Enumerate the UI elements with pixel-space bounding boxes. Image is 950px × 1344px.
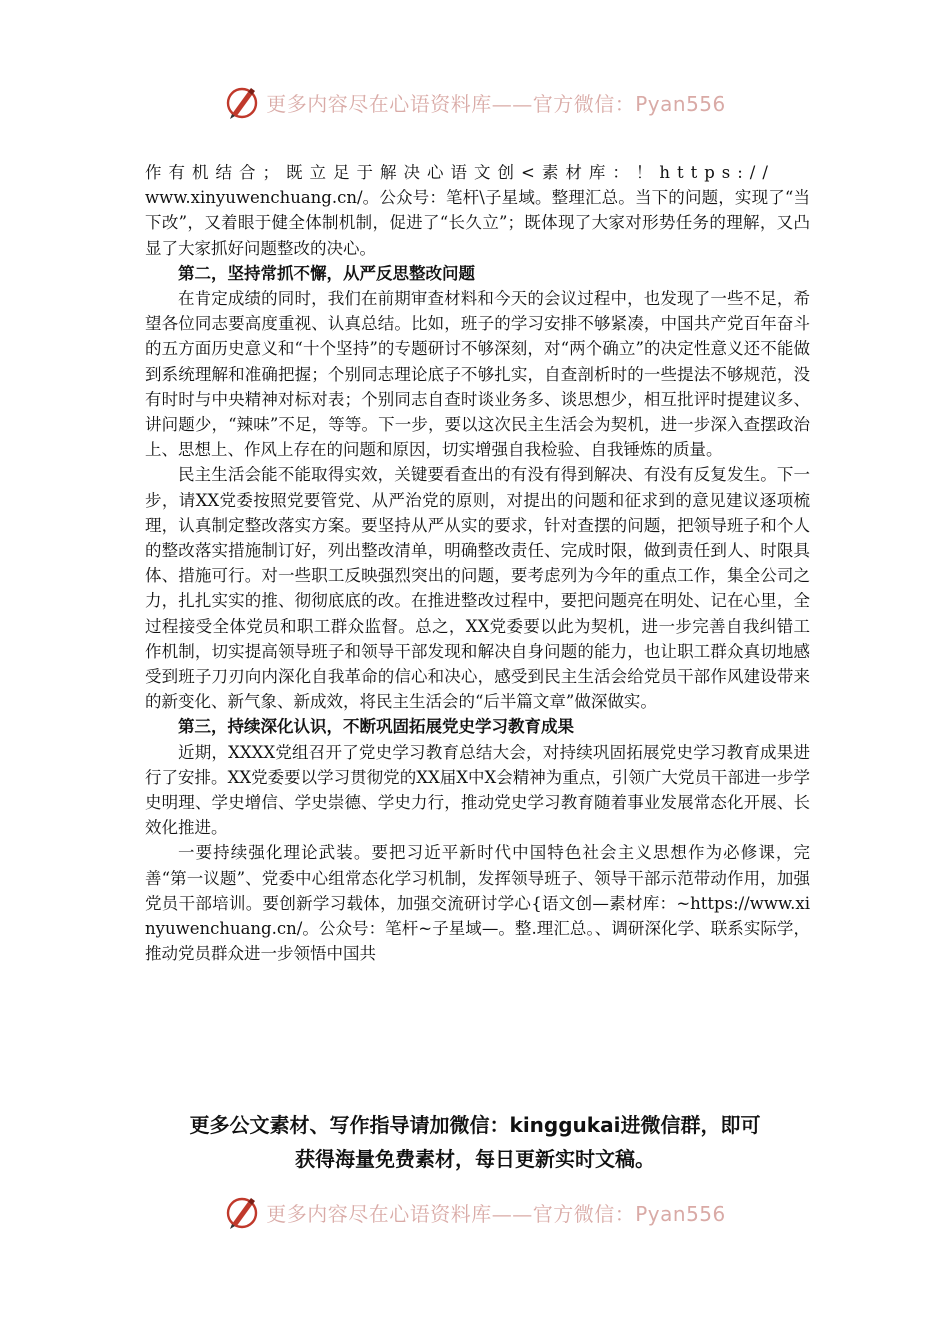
pen-logo-icon bbox=[224, 84, 260, 120]
banner-wechat-id: Pyan556 bbox=[635, 91, 726, 116]
header-banner bbox=[0, 80, 950, 124]
paragraph-2: 在肯定成绩的同时，我们在前期审查材料和今天的会议过程中，也发现了一些不足，希望各位同志要高度重视、认真总结。比如，班子的学习安排不够紧凑，中国共产党百年奋斗的五方面历史意义和“十个坚持”的专题研讨不够深刻，对“两个确立”的决定性意义还不能做到系统理解和准确把握；个别同志理论底子不够扎实，自查剖析时的一些提法不够规范，没有时时与中央精神对标对表；个别同志自查时谈业务多、谈思想少，相互批评时提建议多、讲问题少，“辣味”不足，等等。下一步，要以这次民主生活会为契机，进一步深入查摆政治上、思想上、作风上存在的问题和原因，切实增强自我检验、自我锤炼的质量。 bbox=[145, 289, 810, 460]
promo-notice bbox=[0, 1108, 950, 1176]
paragraph-3: 民主生活会能不能取得实效，关键要看查出的有没有得到解决、有没有反复发生。下一步，请XX党委按照党要管党、从严治党的原则，对提出的问题和征求到的意见建议逐项梳理，认真制定整改落实方案。要坚持从严从实的要求，针对查摆的问题，把领导班子和个人的整改落实措施制订好，列出整改清单，明确整改责任、完成时限，做到责任到人、时限具体、措施可行。对一些职工反映强烈突出的问题，要考虑列为今年的重点工作，集全公司之力，扎扎实实的推、彻彻底底的改。在推进整改过程中，要把问题亮在明处、记在心里，全过程接受全体党员和职工群众监督。总之，XX党委要以此为契机，进一步完善自我纠错工作机制，切实提高领导班子和领导干部发现和解决自身问题的能力，也让职工群众真切地感受到班子刀刃向内深化自我革命的信心和决心，感受到民主生活会给党员干部作风建设带来的新变化、新气象、新成效，将民主生活会的“后半篇文章”做深做实。 bbox=[145, 465, 810, 712]
banner-wechat-id: Pyan556 bbox=[635, 1201, 726, 1226]
footer-banner bbox=[0, 1190, 950, 1234]
section-heading-3: 第三，持续深化认识，不断巩固拓展党史学习教育成果 bbox=[178, 717, 574, 737]
banner-label: 更多内容尽在心语资料库——官方微信：Pyan556 bbox=[266, 91, 726, 116]
promo-line-1: 更多公文素材、写作指导请加微信：kinggukai进微信群，即可 bbox=[189, 1113, 761, 1137]
paragraph-5: 一要持续强化理论武装。要把习近平新时代中国特色社会主义思想作为必修课，完善“第一议题”、党委中心组常态化学习机制，发挥领导班子、领导干部示范带动作用，加强党员干部培训。要创新学习载体，加强交流研讨学心{语文创—素材库：~https://www.xinyuwenchuang.cn/。公众号：笔杆~子星域—。整.理汇总。、调研深化学、联系实际学，推动党员群众进一步领悟中国共 bbox=[145, 843, 810, 964]
paragraph-4: 近期，XXXX党组召开了党史学习教育总结大会，对持续巩固拓展党史学习教育成果进行了安排。XX党委要以学习贯彻党的XX届X中X会精神为重点，引领广大党员干部进一步学史明理、学史增信、学史崇德、学史力行，推动党史学习教育随着事业发展常态化开展、长效化推进。 bbox=[145, 742, 810, 838]
pen-logo-icon bbox=[224, 1194, 260, 1230]
section-heading-2: 第二，坚持常抓不懈，从严反思整改问题 bbox=[178, 263, 475, 283]
banner-label: 更多内容尽在心语资料库——官方微信：Pyan556 bbox=[266, 1201, 726, 1226]
paragraph-1-line-1: 作有机结合；既立足于解决心语文创<素材库：！https:// bbox=[145, 163, 775, 182]
promo-line-2: 获得海量免费素材，每日更新实时文稿。 bbox=[295, 1147, 655, 1171]
document-body bbox=[145, 160, 810, 967]
paragraph-1: www.xinyuwenchuang.cn/。公众号：笔杆\子星域。整理汇总。当下的问题，实现了“当下改”，又着眼于健全体制机制，促进了“长久立”；既体现了大家对形势任务的理解，又凸显了大家抓好问题整改的决心。 bbox=[145, 188, 810, 258]
